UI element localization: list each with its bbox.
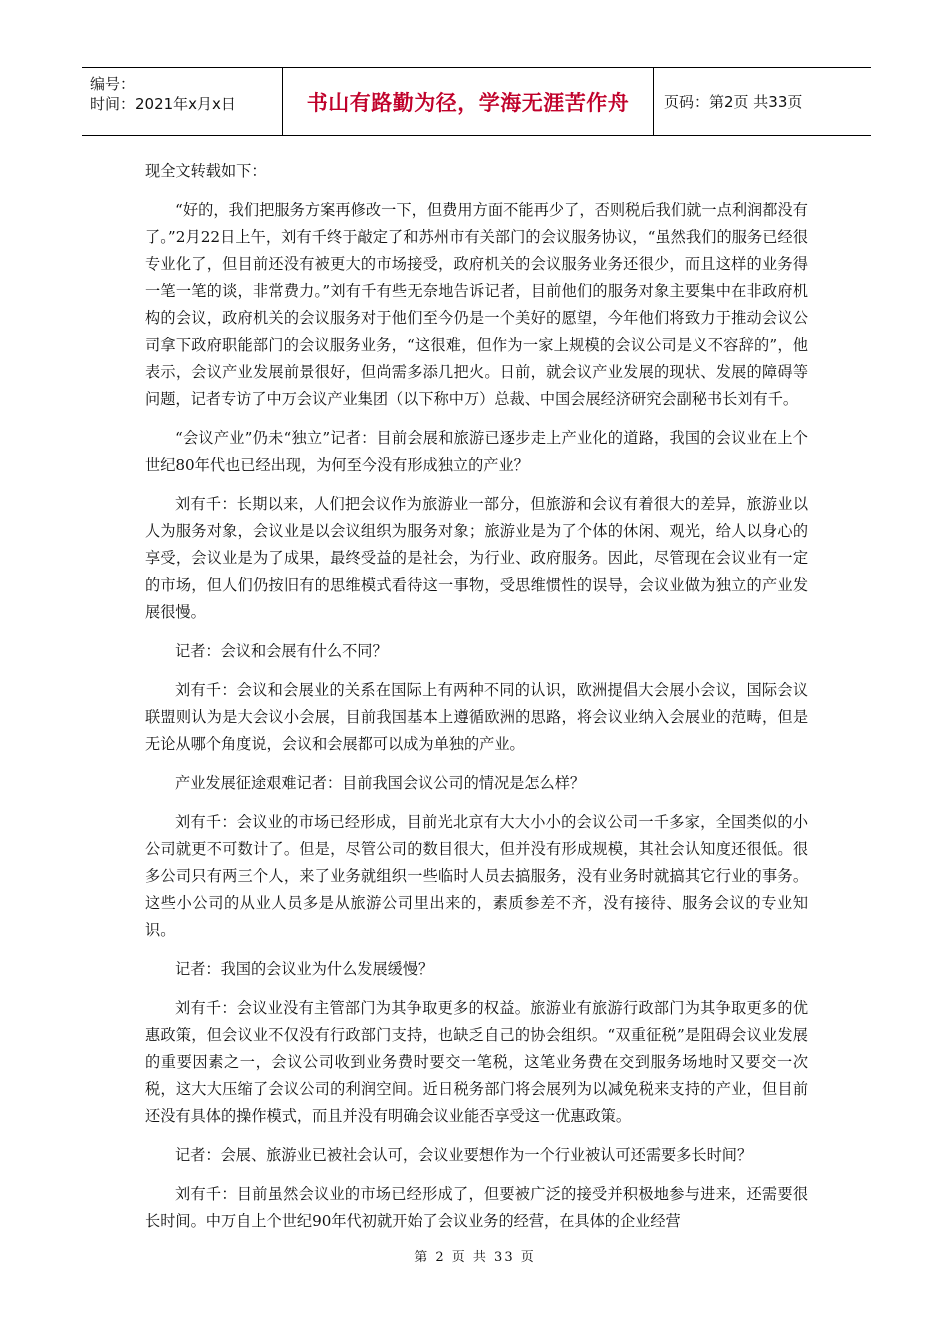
paragraph: “会议产业”仍未“独立”记者：目前会展和旅游已逐步走上产业化的道路，我国的会议业在上个世纪80年代也已经出现，为何至今没有形成独立的产业？	[145, 429, 808, 474]
document-header	[82, 67, 871, 136]
paragraph: 记者：我国的会议业为什么发展缓慢？	[175, 960, 434, 978]
document-time-label: 时间：2021年x月x日	[90, 95, 236, 113]
paragraph: 现全文转载如下：	[145, 162, 267, 180]
paragraph: 刘有千：会议业的市场已经形成，目前光北京有大大小小的会议公司一千多家，全国类似的小公司就更不可数计了。但是，尽管公司的数目很大，但并没有形成规模，其社会认知度还很低。很多公司只有两三个人，来了业务就组织一些临时人员去搞服务，没有业务时就搞其它行业的事务。这些小公司的从业人员多是从旅游公司里出来的，素质参差不齐，没有接待、服务会议的专业知识。	[145, 813, 808, 939]
header-meta	[82, 68, 283, 135]
paragraph: 记者：会议和会展有什么不同？	[175, 642, 388, 660]
header-page-info: 页码：第2页 共33页	[664, 93, 803, 111]
paragraph: 刘有千：会议和会展业的关系在国际上有两种不同的认识，欧洲提倡大会展小会议，国际会议联盟则认为是大会议小会展，目前我国基本上遵循欧洲的思路，将会议业纳入会展业的范畴，但是无论从哪个角度说，会议和会展都可以成为单独的产业。	[145, 681, 808, 753]
paragraph: “好的，我们把服务方案再修改一下，但费用方面不能再少了，否则税后我们就一点利润都没有了。”2月22日上午，刘有千终于敲定了和苏州市有关部门的会议服务协议，“虽然我们的服务已经很专业化了，但目前还没有被更大的市场接受，政府机关的会议服务业务还很少，而且这样的业务得一笔一笔的谈，非常费力。”刘有千有些无奈地告诉记者，目前他们的服务对象主要集中在非政府机构的会议，政府机关的会议服务对于他们至今仍是一个美好的愿望，今年他们将致力于推动会议公司拿下政府职能部门的会议服务业务，“这很难，但作为一家上规模的会议公司是义不容辞的”，他表示，会议产业发展前景很好，但尚需多添几把火。日前，就会议产业发展的现状、发展的障碍等问题，记者专访了中万会议产业集团（以下称中万）总裁、中国会展经济研究会副秘书长刘有千。	[145, 201, 808, 408]
paragraph: 产业发展征途艰难记者：目前我国会议公司的情况是怎么样？	[175, 774, 586, 792]
header-motto: 书山有路勤为径，学海无涯苦作舟	[283, 68, 654, 135]
paragraph: 刘有千：目前虽然会议业的市场已经形成了，但要被广泛的接受并积极地参与进来，还需要很长时间。中万自上个世纪90年代初就开始了会议业务的经营，在具体的企业经营	[145, 1185, 808, 1230]
paragraph: 刘有千：长期以来，人们把会议作为旅游业一部分，但旅游和会议有着很大的差异，旅游业以人为服务对象，会议业是以会议组织为服务对象；旅游业是为了个体的休闲、观光，给人以身心的享受，会议业是为了成果，最终受益的是社会，为行业、政府服务。因此，尽管现在会议业有一定的市场，但人们仍按旧有的思维模式看待这一事物，受思维惯性的误导，会议业做为独立的产业发展很慢。	[145, 495, 808, 621]
document-body	[145, 158, 808, 1247]
document-number-label: 编号：	[90, 75, 136, 93]
paragraph: 刘有千：会议业没有主管部门为其争取更多的权益。旅游业有旅游行政部门为其争取更多的优惠政策，但会议业不仅没有行政部门支持，也缺乏自己的协会组织。“双重征税”是阻碍会议业发展的重要因素之一，会议公司收到业务费时要交一笔税，这笔业务费在交到服务场地时又要交一次税，这大大压缩了会议公司的利润空间。近日税务部门将会展列为以减免税来支持的产业，但目前还没有具体的操作模式，而且并没有明确会议业能否享受这一优惠政策。	[145, 999, 808, 1125]
paragraph: 记者：会展、旅游业已被社会认可，会议业要想作为一个行业被认可还需要多长时间？	[175, 1146, 753, 1164]
page-footer: 第 2 页 共 33 页	[414, 1250, 536, 1265]
